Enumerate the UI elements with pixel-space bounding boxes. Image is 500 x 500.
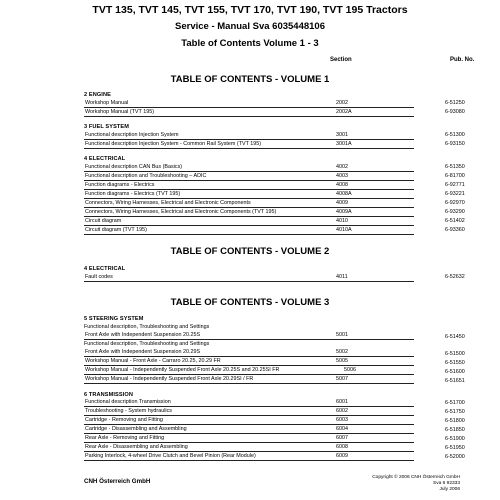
table-row[interactable] — [84, 416, 414, 425]
row-label: Workshop Manual - Front Axle - Carraro 20.25, 20.29 FR — [85, 358, 221, 364]
table-row[interactable] — [84, 348, 414, 357]
row-pub-no: 6-93290 — [445, 209, 465, 215]
table-row[interactable] — [84, 217, 414, 226]
group-title-transmission: 6 TRANSMISSION — [84, 392, 133, 398]
row-label: Front Axle with Independent Suspension 20.25S — [85, 332, 201, 338]
row-section: 6002 — [336, 408, 348, 414]
steering-description-line-1: Functional description, Troubleshooting and Settings — [84, 324, 210, 330]
footer-copyright: Copyright © 2006 CNH Österreich GmbH — [372, 475, 460, 480]
row-pub-no: 6-92970 — [445, 200, 465, 206]
table-row[interactable] — [84, 108, 414, 117]
row-pub-no: 6-92771 — [445, 182, 465, 188]
row-pub-no: 6-93360 — [445, 227, 465, 233]
row-section: 2002 — [336, 100, 348, 106]
row-section: 3001 — [336, 132, 348, 138]
row-label: Functional description CAN Bus (Basics) — [85, 164, 183, 170]
row-pub-no: 6-52632 — [445, 274, 465, 280]
row-pub-no: 6-51300 — [445, 132, 465, 138]
row-section: 4002 — [336, 164, 348, 170]
table-row[interactable] — [84, 226, 414, 235]
row-label: Cartridge - Disassembling and Assembling — [85, 426, 187, 432]
row-pub-no: 6-51800 — [445, 418, 465, 424]
table-row[interactable] — [84, 434, 414, 443]
row-label: Functional description Injection System — [85, 132, 179, 138]
row-label: Circuit diagram — [85, 218, 122, 224]
row-label: Connectors, Wiring Harnesses, Electrical and Electronic Components (TVT 195) — [85, 209, 277, 215]
row-section: 5002 — [336, 349, 348, 355]
row-pub-no: 6-52000 — [445, 454, 465, 460]
row-section: 5007 — [336, 376, 348, 382]
group-title-fuel-system: 3 FUEL SYSTEM — [84, 124, 130, 130]
row-pub-no: 6-51250 — [445, 100, 465, 106]
row-label: Workshop Manual - Independently Suspended Front Axle 20.29SI / FR — [85, 376, 254, 382]
document-subtitle: Service - Manual Sva 6035448106 — [175, 21, 325, 32]
row-label: Circuit diagram (TVT 195) — [85, 227, 147, 233]
row-pub-no: 6-51700 — [445, 400, 465, 406]
group-title-steering-system: 5 STEERING SYSTEM — [84, 316, 144, 322]
table-row[interactable] — [84, 208, 414, 217]
group-title-engine: 2 ENGINE — [84, 92, 111, 98]
group-title-electrical: 4 ELECTRICAL — [84, 156, 126, 162]
row-label: Functional description Injection System - Common Rail System (TVT 195) — [85, 141, 262, 147]
row-label: Functional description Transmission — [85, 399, 171, 405]
table-row[interactable] — [84, 273, 414, 282]
row-label: Cartridge - Removing and Fitting — [85, 417, 163, 423]
row-label: Workshop Manual (TVT 195) — [85, 109, 155, 115]
row-pub-no: 6-51450 — [445, 334, 465, 340]
table-row[interactable] — [84, 131, 414, 140]
table-row[interactable] — [84, 140, 414, 149]
table-row[interactable] — [84, 172, 414, 181]
row-section: 6008 — [336, 444, 348, 450]
table-row[interactable] — [84, 366, 414, 375]
row-section: 4010A — [336, 227, 352, 233]
document-title: TVT 135, TVT 145, TVT 155, TVT 170, TVT 190, TVT 195 Tractors — [92, 4, 408, 16]
row-pub-no: 6-93150 — [445, 141, 465, 147]
row-section: 2002A — [336, 109, 352, 115]
row-pub-no: 6-93080 — [445, 109, 465, 115]
row-section: 4008 — [336, 182, 348, 188]
table-row[interactable] — [84, 99, 414, 108]
row-section: 5006 — [344, 367, 356, 373]
table-row[interactable] — [84, 190, 414, 199]
row-section: 3001A — [336, 141, 352, 147]
row-label: Function diagrams - Electrics — [85, 182, 155, 188]
row-section: 5001 — [336, 332, 348, 338]
row-label: Parking Interlock, 4-wheel Drive Clutch and Bevel Pinion (Rear Module) — [85, 453, 256, 459]
footer-company: CNH Österreich GmbH — [84, 478, 151, 485]
row-label: Workshop Manual - Independently Suspended Front Axle 20.25S and 20.25SI FR — [85, 367, 280, 373]
row-label: Function diagrams - Electrics (TVT 195) — [85, 191, 181, 197]
toc-heading: Table of Contents Volume 1 - 3 — [181, 38, 319, 49]
row-label: Troubleshooting - System hydraulics — [85, 408, 172, 414]
row-section: 5005 — [336, 358, 348, 364]
footer-date: July 2006 — [439, 487, 460, 492]
volume-1-title: TABLE OF CONTENTS - VOLUME 1 — [170, 74, 330, 85]
table-row[interactable] — [84, 199, 414, 208]
row-pub-no: 6-51950 — [445, 445, 465, 451]
row-label: Workshop Manual — [85, 100, 129, 106]
row-label: Rear Axle - Disassembling and Assembling — [85, 444, 188, 450]
table-row[interactable] — [84, 331, 414, 340]
row-section: 4008A — [336, 191, 352, 197]
footer-info — [368, 475, 460, 493]
table-row[interactable] — [84, 181, 414, 190]
row-section: 6003 — [336, 417, 348, 423]
group-title-electrical-v2: 4 ELECTRICAL — [84, 266, 126, 272]
table-row[interactable] — [84, 452, 414, 461]
row-section: 6009 — [336, 453, 348, 459]
table-row[interactable] — [84, 375, 414, 384]
row-section: 4010 — [336, 218, 348, 224]
row-pub-no: 6-51500 — [445, 351, 465, 357]
column-header-section: Section — [330, 57, 352, 63]
row-pub-no: 6-51651 — [445, 378, 465, 384]
footer-doc-number: Sva 6 92333 — [433, 481, 460, 486]
row-pub-no: 6-51850 — [445, 427, 465, 433]
table-row[interactable] — [84, 357, 414, 366]
row-section: 6001 — [336, 399, 348, 405]
row-pub-no: 6-51402 — [445, 218, 465, 224]
row-pub-no: 6-51550 — [445, 360, 465, 366]
row-pub-no: 6-81700 — [445, 173, 465, 179]
row-pub-no: 6-93221 — [445, 191, 465, 197]
volume-2-title: TABLE OF CONTENTS - VOLUME 2 — [170, 246, 330, 257]
row-pub-no: 6-51600 — [445, 369, 465, 375]
row-section: 6007 — [336, 435, 348, 441]
table-row[interactable] — [84, 398, 414, 407]
row-label: Connectors, Wiring Harnesses, Electrical and Electronic Components — [85, 200, 251, 206]
volume-3-title: TABLE OF CONTENTS - VOLUME 3 — [170, 297, 330, 308]
row-section: 4003 — [336, 173, 348, 179]
table-row[interactable] — [84, 425, 414, 434]
row-section: 4009A — [336, 209, 352, 215]
row-section: 6004 — [336, 426, 348, 432]
row-label: Rear Axle - Removing and Fitting — [85, 435, 165, 441]
table-row[interactable] — [84, 163, 414, 172]
table-row[interactable] — [84, 407, 414, 416]
row-pub-no: 6-51900 — [445, 436, 465, 442]
row-label: Front Axle with Independent Suspension 20.29S — [85, 349, 201, 355]
row-section: 4011 — [336, 274, 348, 280]
row-section: 4009 — [336, 200, 348, 206]
table-row[interactable] — [84, 443, 414, 452]
column-header-pub-no: Pub. No. — [450, 57, 475, 63]
steering-description-line-2: Functional description, Troubleshooting and Settings — [84, 341, 210, 347]
row-label: Fault codes — [85, 274, 113, 280]
row-pub-no: 6-51350 — [445, 164, 465, 170]
row-label: Functional description and Troubleshooting – ADIC — [85, 173, 207, 179]
row-pub-no: 6-51750 — [445, 409, 465, 415]
